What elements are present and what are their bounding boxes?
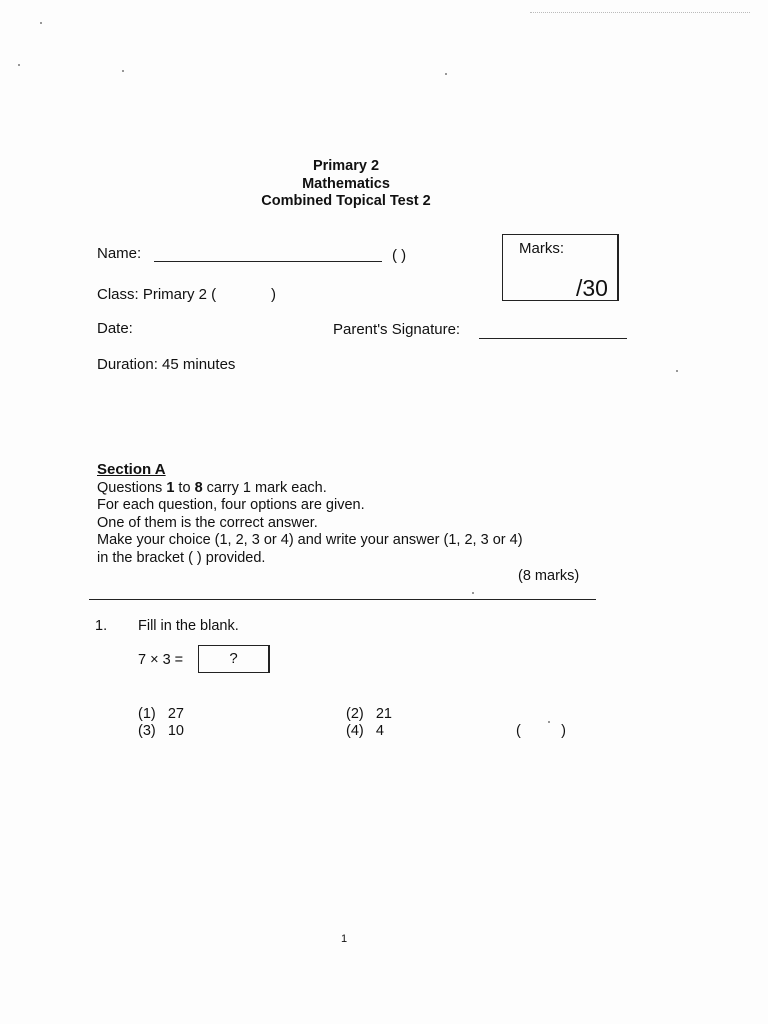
section-a-heading: Section A [97,461,166,478]
scan-speck [445,73,447,75]
paper-title: Combined Topical Test 2 [261,193,431,209]
marks-total: /30 [576,275,608,301]
marks-box [502,234,619,301]
index-bracket: ( ) [392,247,407,264]
section-a-line1: Questions 1 to 8 carry 1 mark each. [97,480,327,496]
class-label: Class: Primary 2 ( [97,286,217,303]
section-a-line3: One of them is the correct answer. [97,515,318,531]
scan-speck [676,370,678,372]
option-4: (4) 4 [346,723,384,739]
signature-field[interactable] [479,338,627,339]
option-2: (2) 21 [346,706,392,722]
duration: Duration: 45 minutes [97,356,236,373]
section-a-line5: in the bracket ( ) provided. [97,550,266,566]
paper-level: Primary 2 [312,158,380,174]
date-label: Date: [97,320,133,337]
marks-label: Marks: [519,240,564,257]
scan-artifact [530,12,750,13]
signature-label: Parent's Signature: [333,321,461,338]
answer-bracket[interactable]: ( ) [516,723,566,739]
option-1: (1) 27 [138,706,184,722]
question-instruction: Fill in the blank. [138,618,239,634]
scan-speck [472,592,474,594]
section-a-line4: Make your choice (1, 2, 3 or 4) and write your answer (1, 2, 3 or 4) [97,532,523,548]
section-a-line2: For each question, four options are given. [97,497,365,513]
name-label: Name: [97,245,142,262]
scan-speck [122,70,124,72]
section-a-marks: (8 marks) [518,568,580,584]
question-equation: 7 × 3 = [138,652,184,668]
scan-speck [40,22,42,24]
paper-subject: Mathematics [302,176,390,192]
section-divider [89,599,596,600]
class-bracket-close: ) [271,286,276,303]
blank-box: ? [198,645,270,673]
scan-speck [18,64,20,66]
question-number: 1. [95,618,108,634]
name-field[interactable] [154,261,382,262]
option-3: (3) 10 [138,723,184,739]
page-number: 1 [341,933,348,945]
